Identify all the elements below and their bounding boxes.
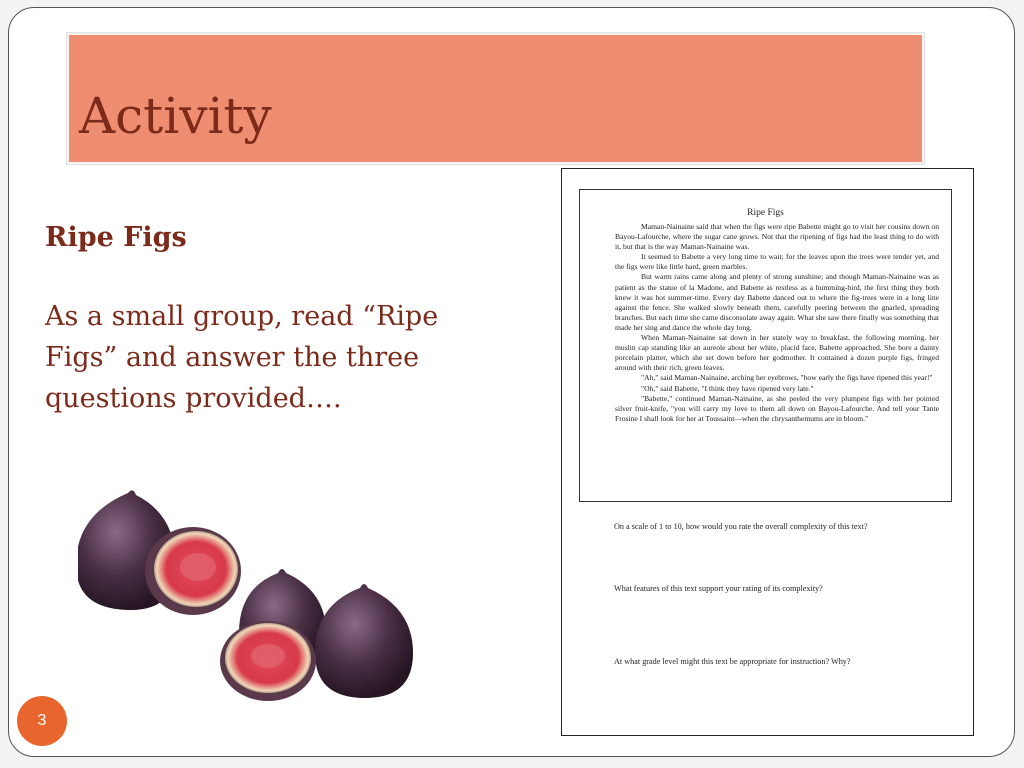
question-3: At what grade level might this text be appropriate for instruction? Why? [614, 657, 851, 666]
story-paragraph: When Maman-Nainaine sat down in her stately way to breakfast, the following morning, her muslin cap standing like an aureole about her white, placid face, Babette approached. She bore a dainty porcelain platter, which she set down before her godmother. It contained a dozen purple figs, fringed around with their rich, green leaves. [615, 333, 939, 373]
question-2: What features of this text support your rating of its complexity? [614, 584, 823, 593]
story-paragraph: But warm rains came along and plenty of strong sunshine; and though Maman-Nainaine was as patient as the statue of la Madone, and Babette as restless as a humming-bird, the first thing they both knew it was hot summer-time. Every day Babette danced out to where the fig-trees were in a long line against the fence. She walked slowly beneath them, carefully peering between the gnarled, spreading branches. But each time she came disconsolate away again. What she saw there finally was something that made her sing and dance the whole day long. [615, 272, 939, 332]
question-1: On a scale of 1 to 10, how would you rate the overall complexity of this text? [614, 522, 868, 531]
slide-subtitle: Ripe Figs [45, 222, 187, 253]
story-paragraph: "Oh," said Babette, "I think they have ripened very late." [641, 383, 814, 393]
slide-title: Activity [79, 87, 272, 145]
document-page [561, 168, 974, 736]
page-number: 3 [37, 712, 47, 729]
page-number-badge [17, 696, 67, 746]
title-bar [67, 33, 924, 164]
story-paragraph: "Ah," said Maman-Nainaine, arching her eyebrows, "how early the figs have ripened this year!" [641, 373, 933, 383]
story-title: Ripe Figs [747, 208, 784, 218]
instruction-text: As a small group, read “Ripe Figs” and answer the three questions provided…. [45, 301, 439, 414]
story-paragraph: "Babette," continued Maman-Nainaine, as she peeled the very plumpest figs with her pointed silver fruit-knife, "you will carry my love to them all down on Bayou-Lafourche. And tell your Tante Frosine I shall look for her at Toussaint—when the chrysanthemums are in bloom." [615, 393, 939, 423]
figs-image [78, 483, 438, 723]
story-paragraph: Maman-Nainaine said that when the figs were ripe Babette might go to visit her cousins down on Bayou-Lafourche, where the sugar cane grows. Not that the ripening of figs had the least thing to do with it, but that is the way Maman-Nainaine was. [615, 222, 939, 252]
story-paragraph: It seemed to Babette a very long time to wait; for the leaves upon the trees were tender yet, and the figs were like little hard, green marbles. [615, 252, 939, 272]
story-textbox [579, 189, 952, 502]
